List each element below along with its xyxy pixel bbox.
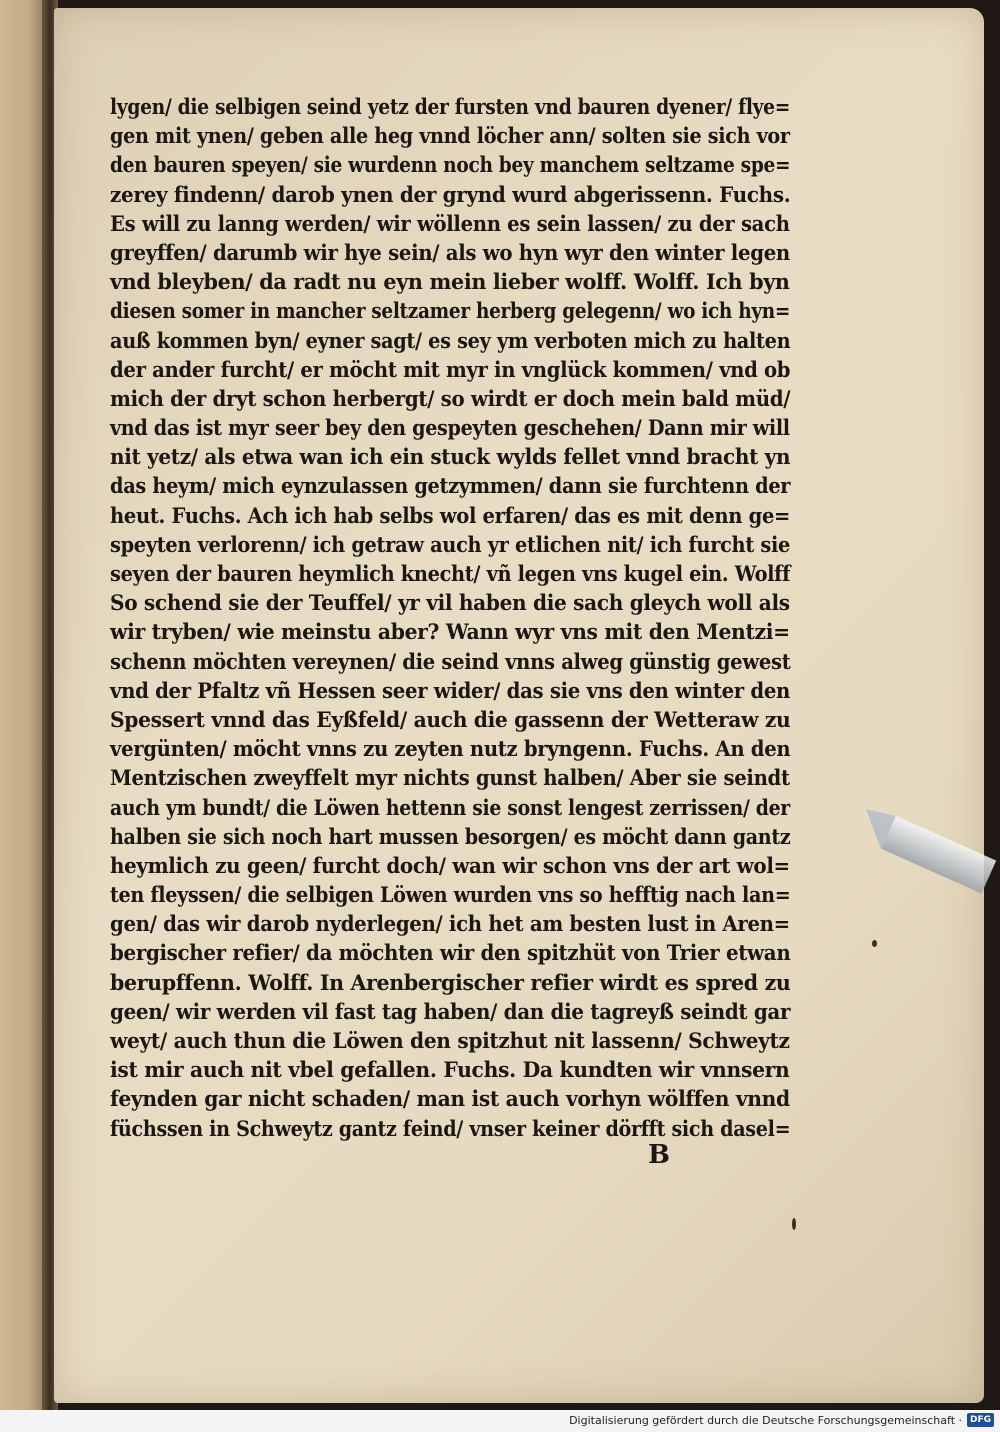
text-line: Mentzischen zweyffelt myr nichts gunst halben/ Aber sie seindt [110, 765, 790, 791]
text-line: feynden gar nicht schaden/ man ist auch vorhyn wölffen vnnd [110, 1086, 790, 1112]
text-line: der ander furcht/ er möcht mit myr in vnglück kommen/ vnd ob [110, 356, 791, 382]
signature-mark: B [648, 1140, 670, 1170]
text-line: berupffenn. Wolff. In Arenbergischer refier wirdt es spred zu [110, 969, 791, 995]
text-line: Spessert vnnd das Eyßfeld/ auch die gassenn der Wetteraw zu [110, 706, 791, 732]
text-line: auß kommen byn/ eyner sagt/ es sey ym verboten mich zu halten [110, 327, 791, 353]
paper-speck [792, 1218, 796, 1230]
text-line: halben sie sich noch hart mussen besorgen/ es möcht dann gantz [110, 823, 791, 849]
text-line: mich der dryt schon herbergt/ so wirdt er doch mein bald müd/ [110, 385, 791, 411]
text-line: vergünten/ möcht vnns zu zeyten nutz bryngenn. Fuchs. An den [110, 736, 791, 762]
text-line: weyt/ auch thun die Löwen den spitzhut nit lassenn/ Schweytz [110, 1028, 790, 1053]
text-line: lygen/ die selbigen seind yetz der fursten vnd bauren dyener/ flye= [110, 94, 791, 119]
footer-credit-text: Digitalisierung gefördert durch die Deutsche Forschungsgemeinschaft · [569, 1414, 962, 1427]
paper-speck [872, 940, 877, 947]
dfg-logo: DFG [967, 1413, 994, 1427]
text-line: bergischer refier/ da möchten wir den spitzhüt von Trier etwan [110, 940, 791, 966]
text-line: das heym/ mich eynzulassen getzymmen/ dann sie furchtenn der [110, 473, 791, 499]
text-line: gen mit ynen/ geben alle heg vnnd löcher ann/ solten sie sich vor [110, 123, 790, 149]
text-line: geen/ wir werden vil fast tag haben/ dan die tagreyß seindt gar [110, 998, 791, 1024]
digitization-footer [0, 1410, 1000, 1432]
text-line: wir tryben/ wie meinstu aber? Wann wyr vns mit den Mentzi= [110, 619, 790, 645]
text-line: So schend sie der Teuffel/ yr vil haben die sach gleych woll als [110, 590, 790, 616]
page-text-block [110, 92, 790, 1143]
facing-page-edge [0, 0, 48, 1410]
text-line: auch ym bundt/ die Löwen hettenn sie sonst lengest zerrissen/ der [110, 794, 790, 820]
text-line: Es will zu lanng werden/ wir wöllenn es sein lassen/ zu der sach [110, 210, 790, 236]
text-line: ist mir auch nit vbel gefallen. Fuchs. Da kundten wir vnnsern [110, 1057, 790, 1083]
text-line: diesen somer in mancher seltzamer herberg gelegenn/ wo ich hyn= [110, 298, 791, 324]
text-line: vnd der Pfaltz vñ Hessen seer wider/ das sie vns den winter den [110, 677, 791, 703]
text-line: nit yetz/ als etwa wan ich ein stuck wylds fellet vnnd bracht yn [110, 444, 791, 470]
text-line: zerey findenn/ darob ynen der grynd wurd abgerissenn. Fuchs. [110, 181, 791, 207]
text-line: füchssen in Schweytz gantz feind/ vnser keiner dörfft sich dasel= [110, 1115, 791, 1141]
text-line: heymlich zu geen/ furcht doch/ wan wir schon vns der art wol= [110, 852, 790, 878]
text-line: greyffen/ darumb wir hye sein/ als wo hyn wyr den winter legen [110, 239, 790, 265]
text-line: vnd bleyben/ da radt nu eyn mein lieber wolff. Wolff. Ich byn [110, 269, 790, 295]
text-line: ten fleyssen/ die selbigen Löwen wurden vns so hefftig nach lan= [110, 882, 791, 908]
text-line: heut. Fuchs. Ach ich hab selbs wol erfaren/ das es mit denn ge= [110, 502, 791, 528]
text-line: gen/ das wir darob nyderlegen/ ich het am besten lust in Aren= [110, 911, 790, 937]
text-line: den bauren speyen/ sie wurdenn noch bey manchem seltzame spe= [110, 152, 791, 178]
text-line: vnd das ist myr seer bey den gespeyten geschehen/ Dann mir will [110, 415, 790, 441]
text-line: schenn möchten vereynen/ die seind vnns alweg günstig gewest [110, 648, 791, 674]
text-line: seyen der bauren heymlich knecht/ vñ legen vns kugel ein. Wolff [110, 561, 791, 586]
text-line: speyten verlorenn/ ich getraw auch yr etlichen nit/ ich furcht sie [110, 531, 791, 557]
